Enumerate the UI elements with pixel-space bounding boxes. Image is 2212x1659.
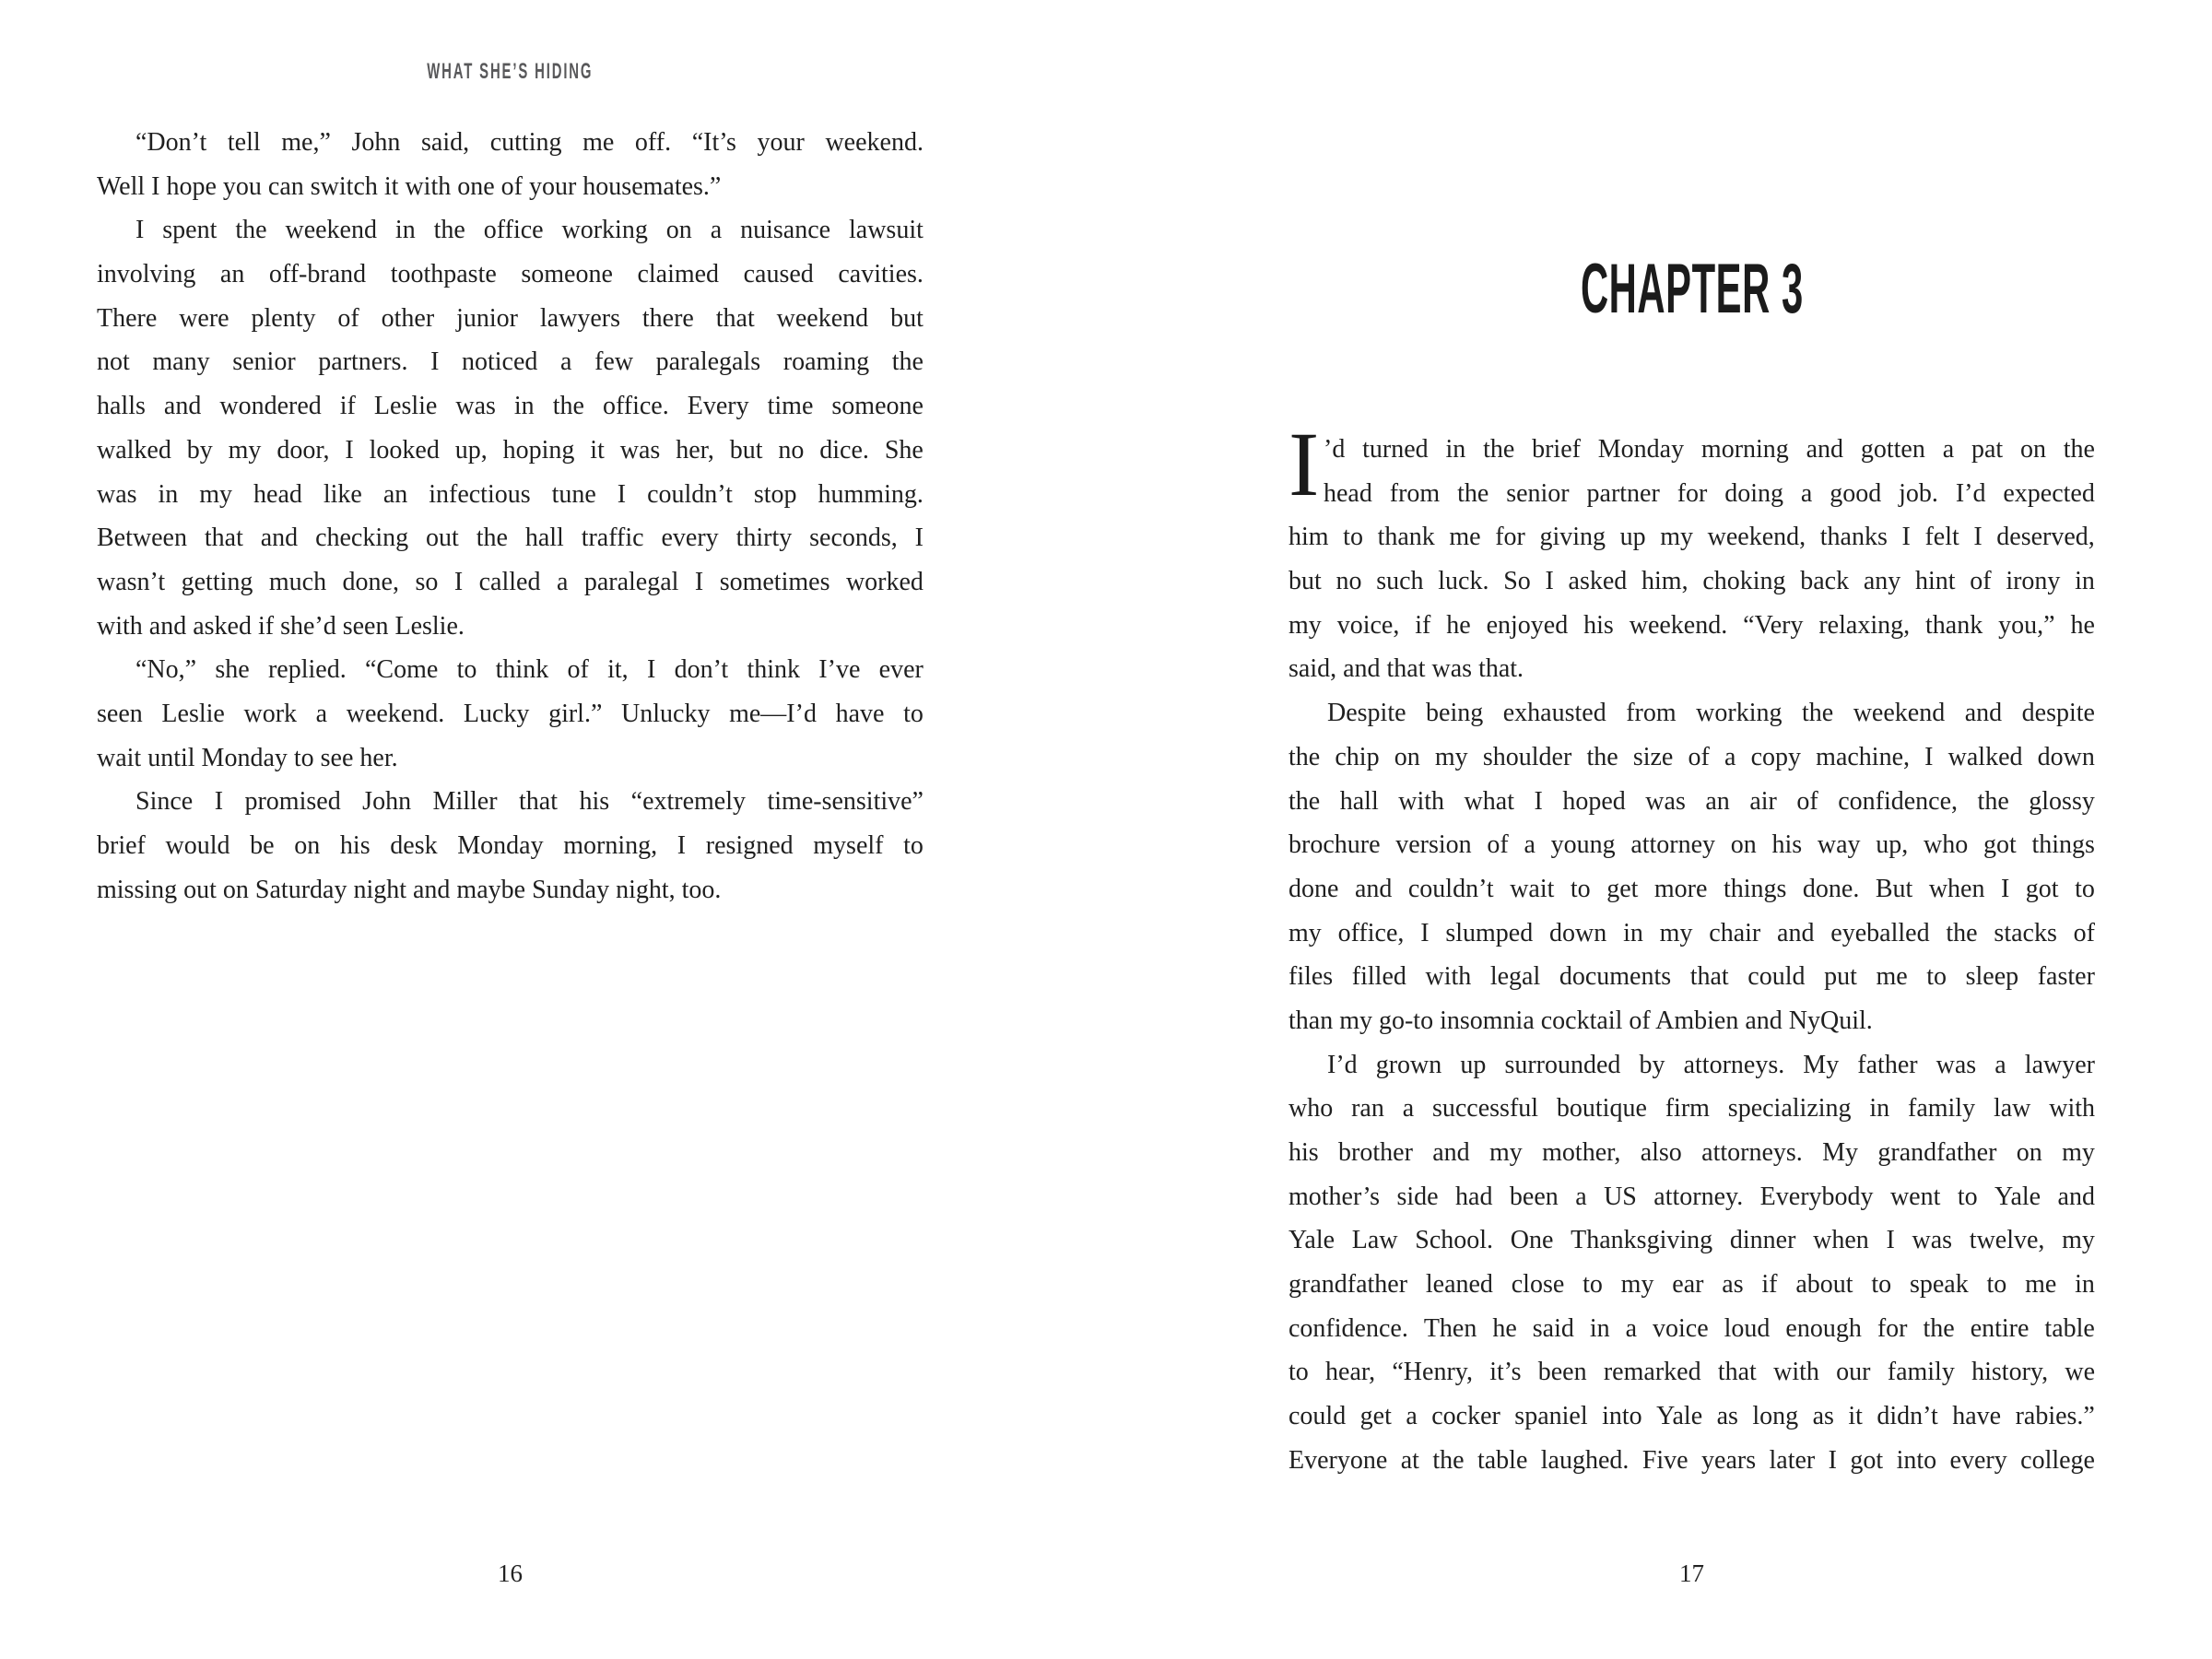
paragraph (97, 648, 924, 780)
text-line: grandfather leaned close to my ear as if about to speak to me in (1288, 1270, 2095, 1300)
text-line: said, and that was that. (1288, 654, 1524, 684)
text-line: Yale Law School. One Thanksgiving dinner when I was twelve, my (1288, 1226, 2095, 1255)
paragraph (97, 208, 924, 648)
paragraph (1288, 413, 2095, 691)
text-line: with and asked if she’d seen Leslie. (97, 611, 465, 641)
text-line: Despite being exhausted from working the weekend and despite (1327, 699, 2095, 728)
text-line: brochure version of a young attorney on his way up, who got things (1288, 830, 2095, 860)
text-line: missing out on Saturday night and maybe Sunday night, too. (97, 875, 722, 904)
text-line: the hall with what I hoped was an air of confidence, the glossy (1288, 786, 2095, 816)
text-line: my office, I slumped down in my chair and eyeballed the stacks of (1288, 918, 2095, 947)
text-line: halls and wondered if Leslie was in the office. Every time someone (97, 392, 924, 421)
text-line: files filled with legal documents that could put me to sleep faster (1288, 962, 2095, 992)
running-header (97, 59, 924, 85)
text-line: not many senior partners. I noticed a few paralegals roaming the (97, 347, 924, 377)
text-line: walked by my door, I looked up, hoping it was her, but no dice. She (97, 435, 924, 465)
text-line: brief would be on his desk Monday morning, I resigned myself to (97, 831, 924, 860)
text-line: There were plenty of other junior lawyers there that weekend but (97, 303, 924, 333)
text-line: could get a cocker spaniel into Yale as long as it didn’t have rabies.” (1288, 1402, 2095, 1431)
text-line: I’d grown up surrounded by attorneys. My father was a lawyer (1327, 1050, 2095, 1079)
text-line: to hear, “Henry, it’s been remarked that with our family history, we (1288, 1358, 2095, 1387)
right-text-column (1288, 413, 2095, 1483)
text-line: I spent the weekend in the office working on a nuisance lawsuit (135, 216, 924, 245)
text-line: head from the senior partner for doing a good job. I’d expected (1324, 478, 2095, 508)
paragraph (1288, 691, 2095, 1043)
paragraph (97, 121, 924, 208)
left-page-number: 16 (498, 1559, 523, 1587)
text-line: than my go-to insomnia cocktail of Ambien and NyQuil. (1288, 1006, 1873, 1035)
running-header-text: WHAT SHE’S HIDING (427, 59, 594, 84)
text-line: Between that and checking out the hall traffic every thirty seconds, I (97, 524, 924, 553)
text-line: Well I hope you can switch it with one of your housemates.” (97, 171, 722, 201)
text-line: seen Leslie work a weekend. Lucky girl.” Unlucky me—I’d have to (97, 699, 924, 728)
text-line: my voice, if he enjoyed his weekend. “Very relaxing, thank you,” he (1288, 610, 2095, 640)
text-line: was in my head like an infectious tune I couldn’t stop humming. (97, 479, 924, 509)
paragraph (97, 780, 924, 912)
text-line: mother’s side had been a US attorney. Everybody went to Yale and (1288, 1182, 2095, 1211)
text-line: done and couldn’t wait to get more things done. But when I got to (1288, 874, 2095, 903)
text-line: wait until Monday to see her. (97, 743, 398, 772)
chapter-heading (1288, 250, 2095, 328)
chapter-heading-text: CHAPTER 3 (1580, 250, 1804, 328)
text-line: “Don’t tell me,” John said, cutting me off. “It’s your weekend. (135, 128, 924, 157)
text-line: the chip on my shoulder the size of a copy machine, I walked down (1288, 742, 2095, 771)
text-line: ’d turned in the brief Monday morning and gotten a pat on the (1324, 435, 2095, 464)
text-line: but no such luck. So I asked him, choking back any hint of irony in (1288, 567, 2095, 596)
paragraph (1288, 1043, 2095, 1483)
text-line: confidence. Then he said in a voice loud enough for the entire table (1288, 1313, 2095, 1343)
text-line: Since I promised John Miller that his “extremely time-sensitive” (135, 787, 924, 817)
text-line: wasn’t getting much done, so I called a paralegal I sometimes worked (97, 567, 924, 596)
right-page (1106, 0, 2212, 1659)
left-text-column (97, 121, 924, 912)
right-page-number: 17 (1679, 1559, 1704, 1587)
text-line: his brother and my mother, also attorneys. My grandfather on my (1288, 1138, 2095, 1167)
drop-cap: I (1288, 413, 1320, 515)
text-line: involving an off-brand toothpaste someone claimed caused cavities. (97, 260, 924, 289)
text-line: who ran a successful boutique firm specializing in family law with (1288, 1094, 2095, 1124)
text-line: Everyone at the table laughed. Five years later I got into every college (1288, 1445, 2095, 1475)
text-line: “No,” she replied. “Come to think of it, I don’t think I’ve ever (135, 655, 924, 685)
text-line: him to thank me for giving up my weekend, thanks I felt I deserved, (1288, 523, 2095, 552)
